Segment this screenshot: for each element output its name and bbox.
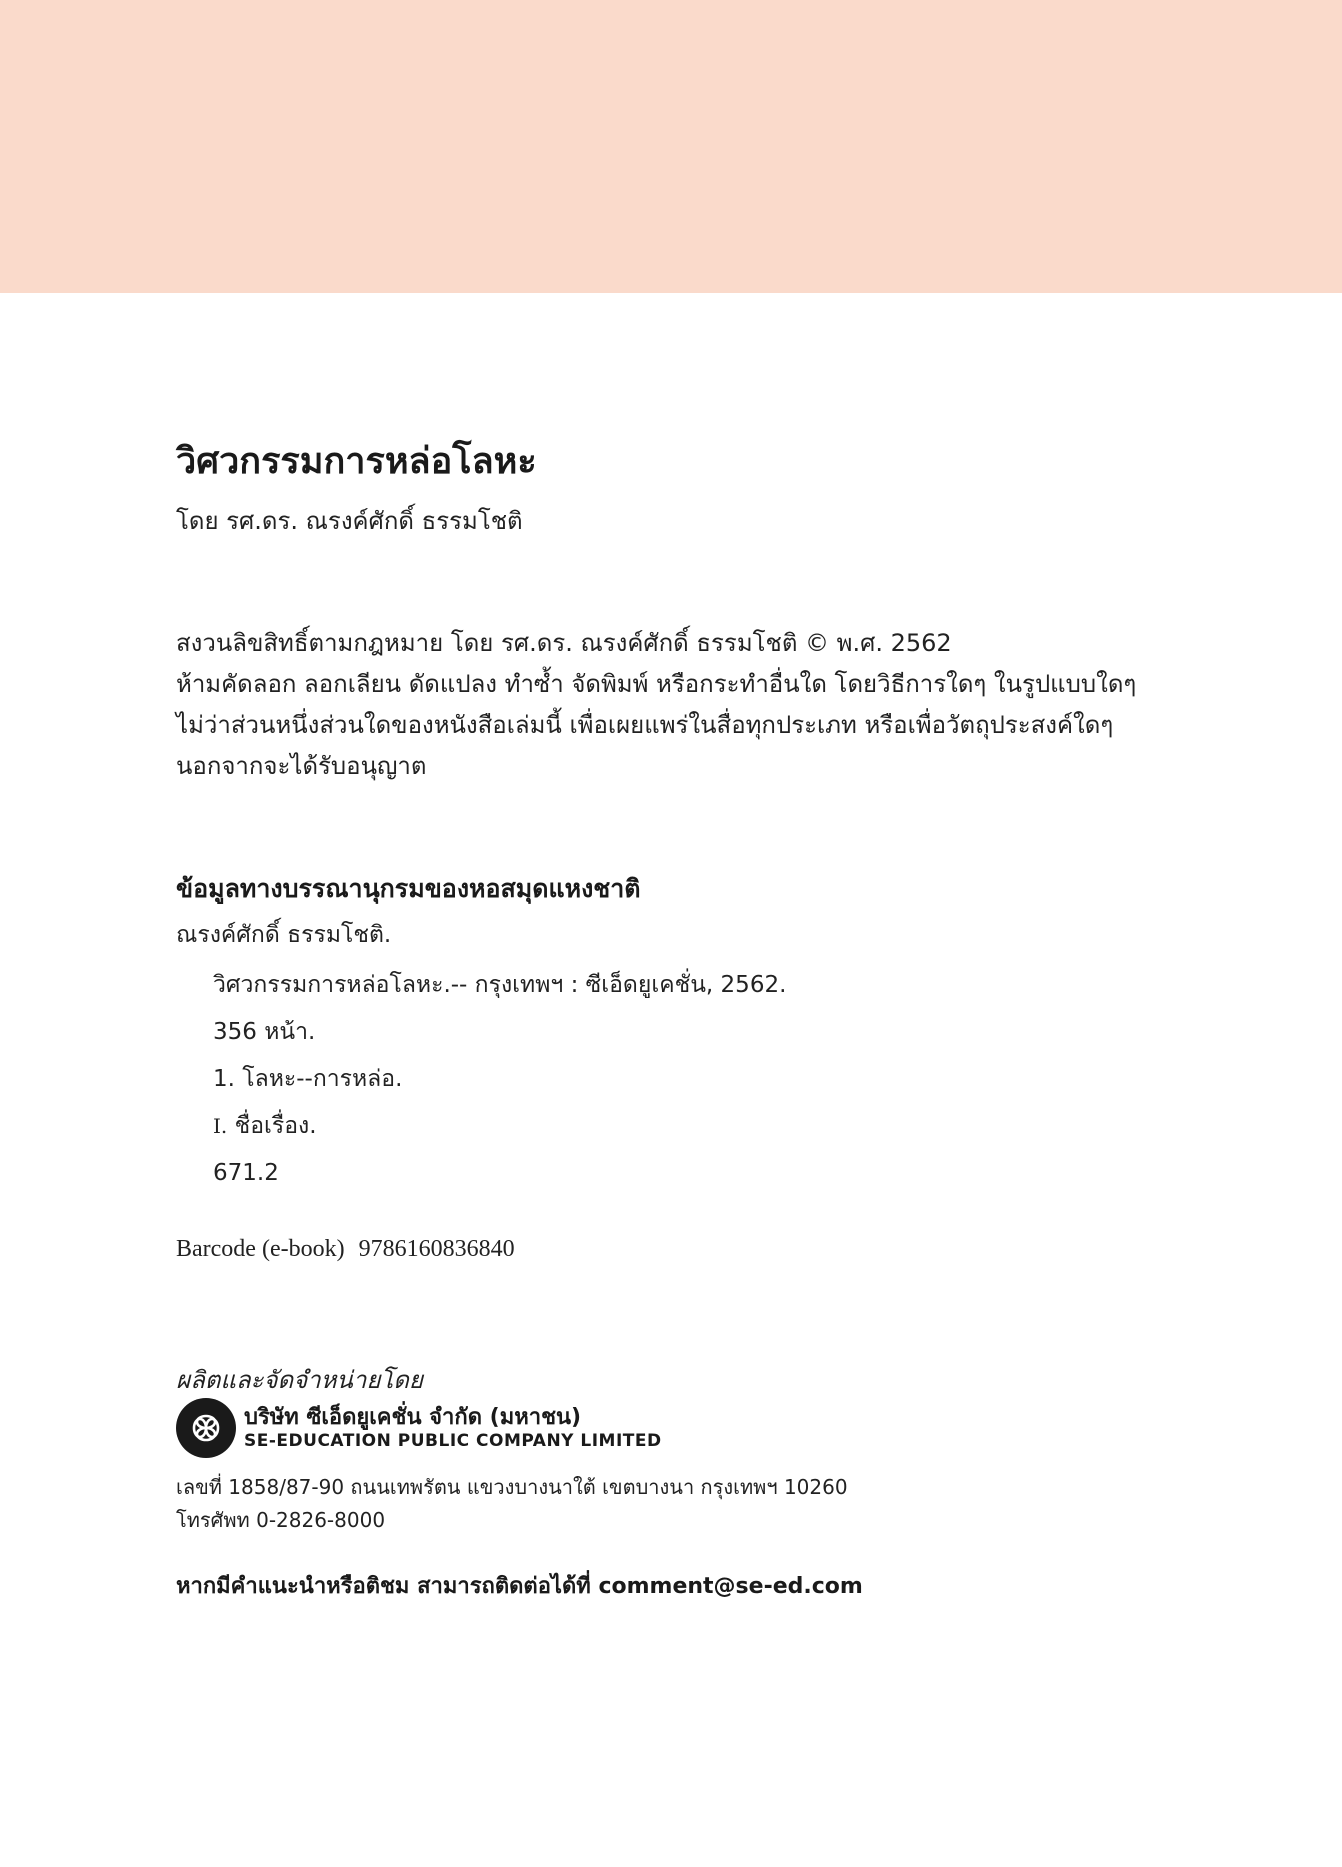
catalog-title-line: วิศวกรรมการหล่อโลหะ.-- กรุงเทพฯ : ซีเอ็ดยูเคชั่น, 2562. [213, 972, 787, 998]
barcode-label: Barcode (e-book) [176, 1236, 345, 1262]
book-byline: โดย รศ.ดร. ณรงค์ศักดิ์ ธรรมโชติ [176, 507, 523, 535]
top-color-band [0, 0, 1342, 293]
address-line: เลขที่ 1858/87-90 ถนนเทพรัตน แขวงบางนาใต้ เขตบางนา กรุงเทพฯ 10260 [176, 1475, 848, 1499]
publisher-name-thai: บริษัท ซีเอ็ดยูเคชั่น จำกัด (มหาชน) [244, 1405, 582, 1430]
publisher-address [176, 1471, 848, 1537]
copyright-line: นอกจากจะได้รับอนุญาต [176, 752, 427, 780]
catalog-pages: 356 หน้า. [213, 1019, 316, 1045]
catalog-subject: 1. โลหะ--การหล่อ. [213, 1066, 403, 1092]
book-title: วิศวกรรมการหล่อโลหะ [176, 440, 537, 482]
se-ed-logo-icon [176, 1398, 236, 1458]
copyright-line: ไม่ว่าส่วนหนึ่งส่วนใดของหนังสือเล่มนี้ เพื่อเผยแพร่ในสื่อทุกประเภท หรือเพื่อวัตถุประสงค์ใดๆ [176, 711, 1114, 739]
catalog-roman-text: ชื่อเรื่อง. [234, 1113, 317, 1139]
catalog-entries [213, 962, 786, 1197]
copyright-line: ห้ามคัดลอก ลอกเลียน ดัดแปลง ทำซ้ำ จัดพิมพ์ หรือกระทำอื่นใด โดยวิธีการใดๆ ในรูปแบบใดๆ [176, 670, 1137, 698]
catalog-classification: 671.2 [213, 1160, 279, 1186]
catalog-author: ณรงค์ศักดิ์ ธรรมโชติ. [176, 922, 392, 948]
catalog-title-entry [213, 1103, 786, 1150]
barcode-line [176, 1236, 515, 1263]
phone-line: โทรศัพท 0-2826-8000 [176, 1508, 386, 1532]
publisher-block [176, 1398, 776, 1460]
copyright-line: สงวนลิขสิทธิ์ตามกฎหมาย โดย รศ.ดร. ณรงค์ศักดิ์ ธรรมโชติ © พ.ศ. 2562 [176, 629, 952, 657]
catalog-heading: ข้อมูลทางบรรณานุกรมของหอสมุดแหงชาติ [176, 874, 641, 903]
barcode-number: 9786160836840 [358, 1236, 515, 1262]
publisher-name-english: SE-EDUCATION PUBLIC COMPANY LIMITED [244, 1431, 662, 1451]
copyright-notice [176, 623, 1136, 787]
catalog-roman-mark: I. [213, 1114, 228, 1138]
produced-by-label: ผลิตและจัดจำหน่ายโดย [176, 1366, 423, 1394]
feedback-contact: หากมีคำแนะนำหรือติชม สามารถติดต่อได้ที่ comment@se-ed.com [176, 1574, 863, 1599]
